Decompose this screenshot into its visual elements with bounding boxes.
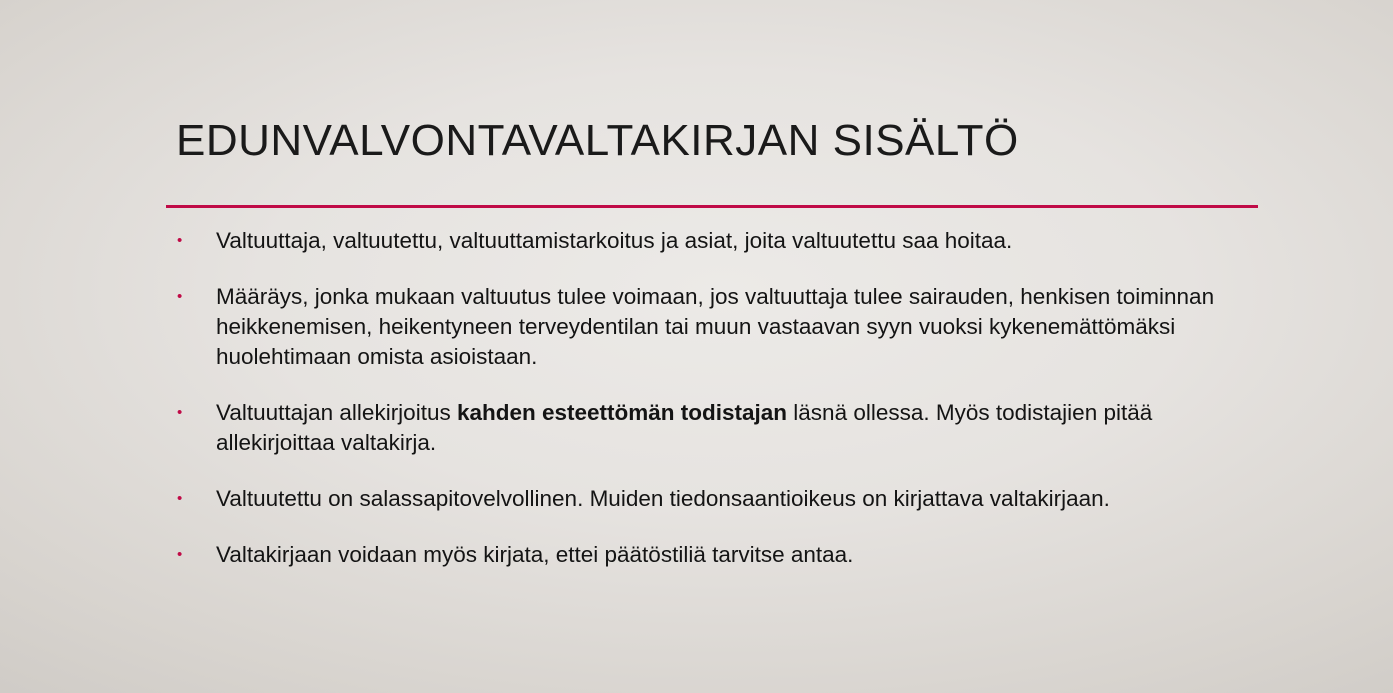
list-item-text (216, 226, 1271, 256)
list-item (166, 282, 1271, 372)
title-divider (166, 205, 1258, 208)
plain-text: Määräys, jonka mukaan valtuutus tulee voimaan, jos valtuuttaja tulee sairauden, henkisen toiminnan heikkenemisen, heikentyneen terveydentilan tai muun vastaavan syyn vuoksi kykenemättömäksi huolehtimaan omista asioistaan. (216, 284, 1215, 369)
list-item (166, 398, 1271, 458)
list-item-text (216, 282, 1271, 372)
list-item (166, 484, 1271, 514)
plain-text: Valtakirjaan voidaan myös kirjata, ettei päätöstiliä tarvitse antaa. (216, 542, 854, 567)
plain-text: Valtuuttaja, valtuutettu, valtuuttamistarkoitus ja asiat, joita valtuutettu saa hoitaa. (216, 228, 1013, 253)
bullet-dot-icon: • (177, 490, 183, 507)
page-title: EDUNVALVONTAVALTAKIRJAN SISÄLTÖ (176, 116, 1019, 166)
plain-text: Valtuutettu on salassapitovelvollinen. Muiden tiedonsaantioikeus on kirjattava valtakirjaan. (216, 486, 1110, 511)
list-item (166, 540, 1271, 570)
bullet-dot-icon: • (177, 232, 183, 249)
plain-text: läsnä ollessa. Myös todistajien pitää allekirjoittaa valtakirja. (216, 400, 1153, 455)
bullet-dot-icon: • (177, 546, 183, 563)
bullet-dot-icon: • (177, 288, 183, 305)
list-item-text (216, 484, 1271, 514)
bullet-list (166, 226, 1271, 570)
plain-text: Valtuuttajan allekirjoitus (216, 400, 457, 425)
list-item-text (216, 398, 1271, 458)
bullet-dot-icon: • (177, 404, 183, 421)
emphasis-text: kahden esteettömän todistajan (456, 400, 788, 425)
list-item-text (216, 540, 1271, 570)
list-item (166, 226, 1271, 256)
